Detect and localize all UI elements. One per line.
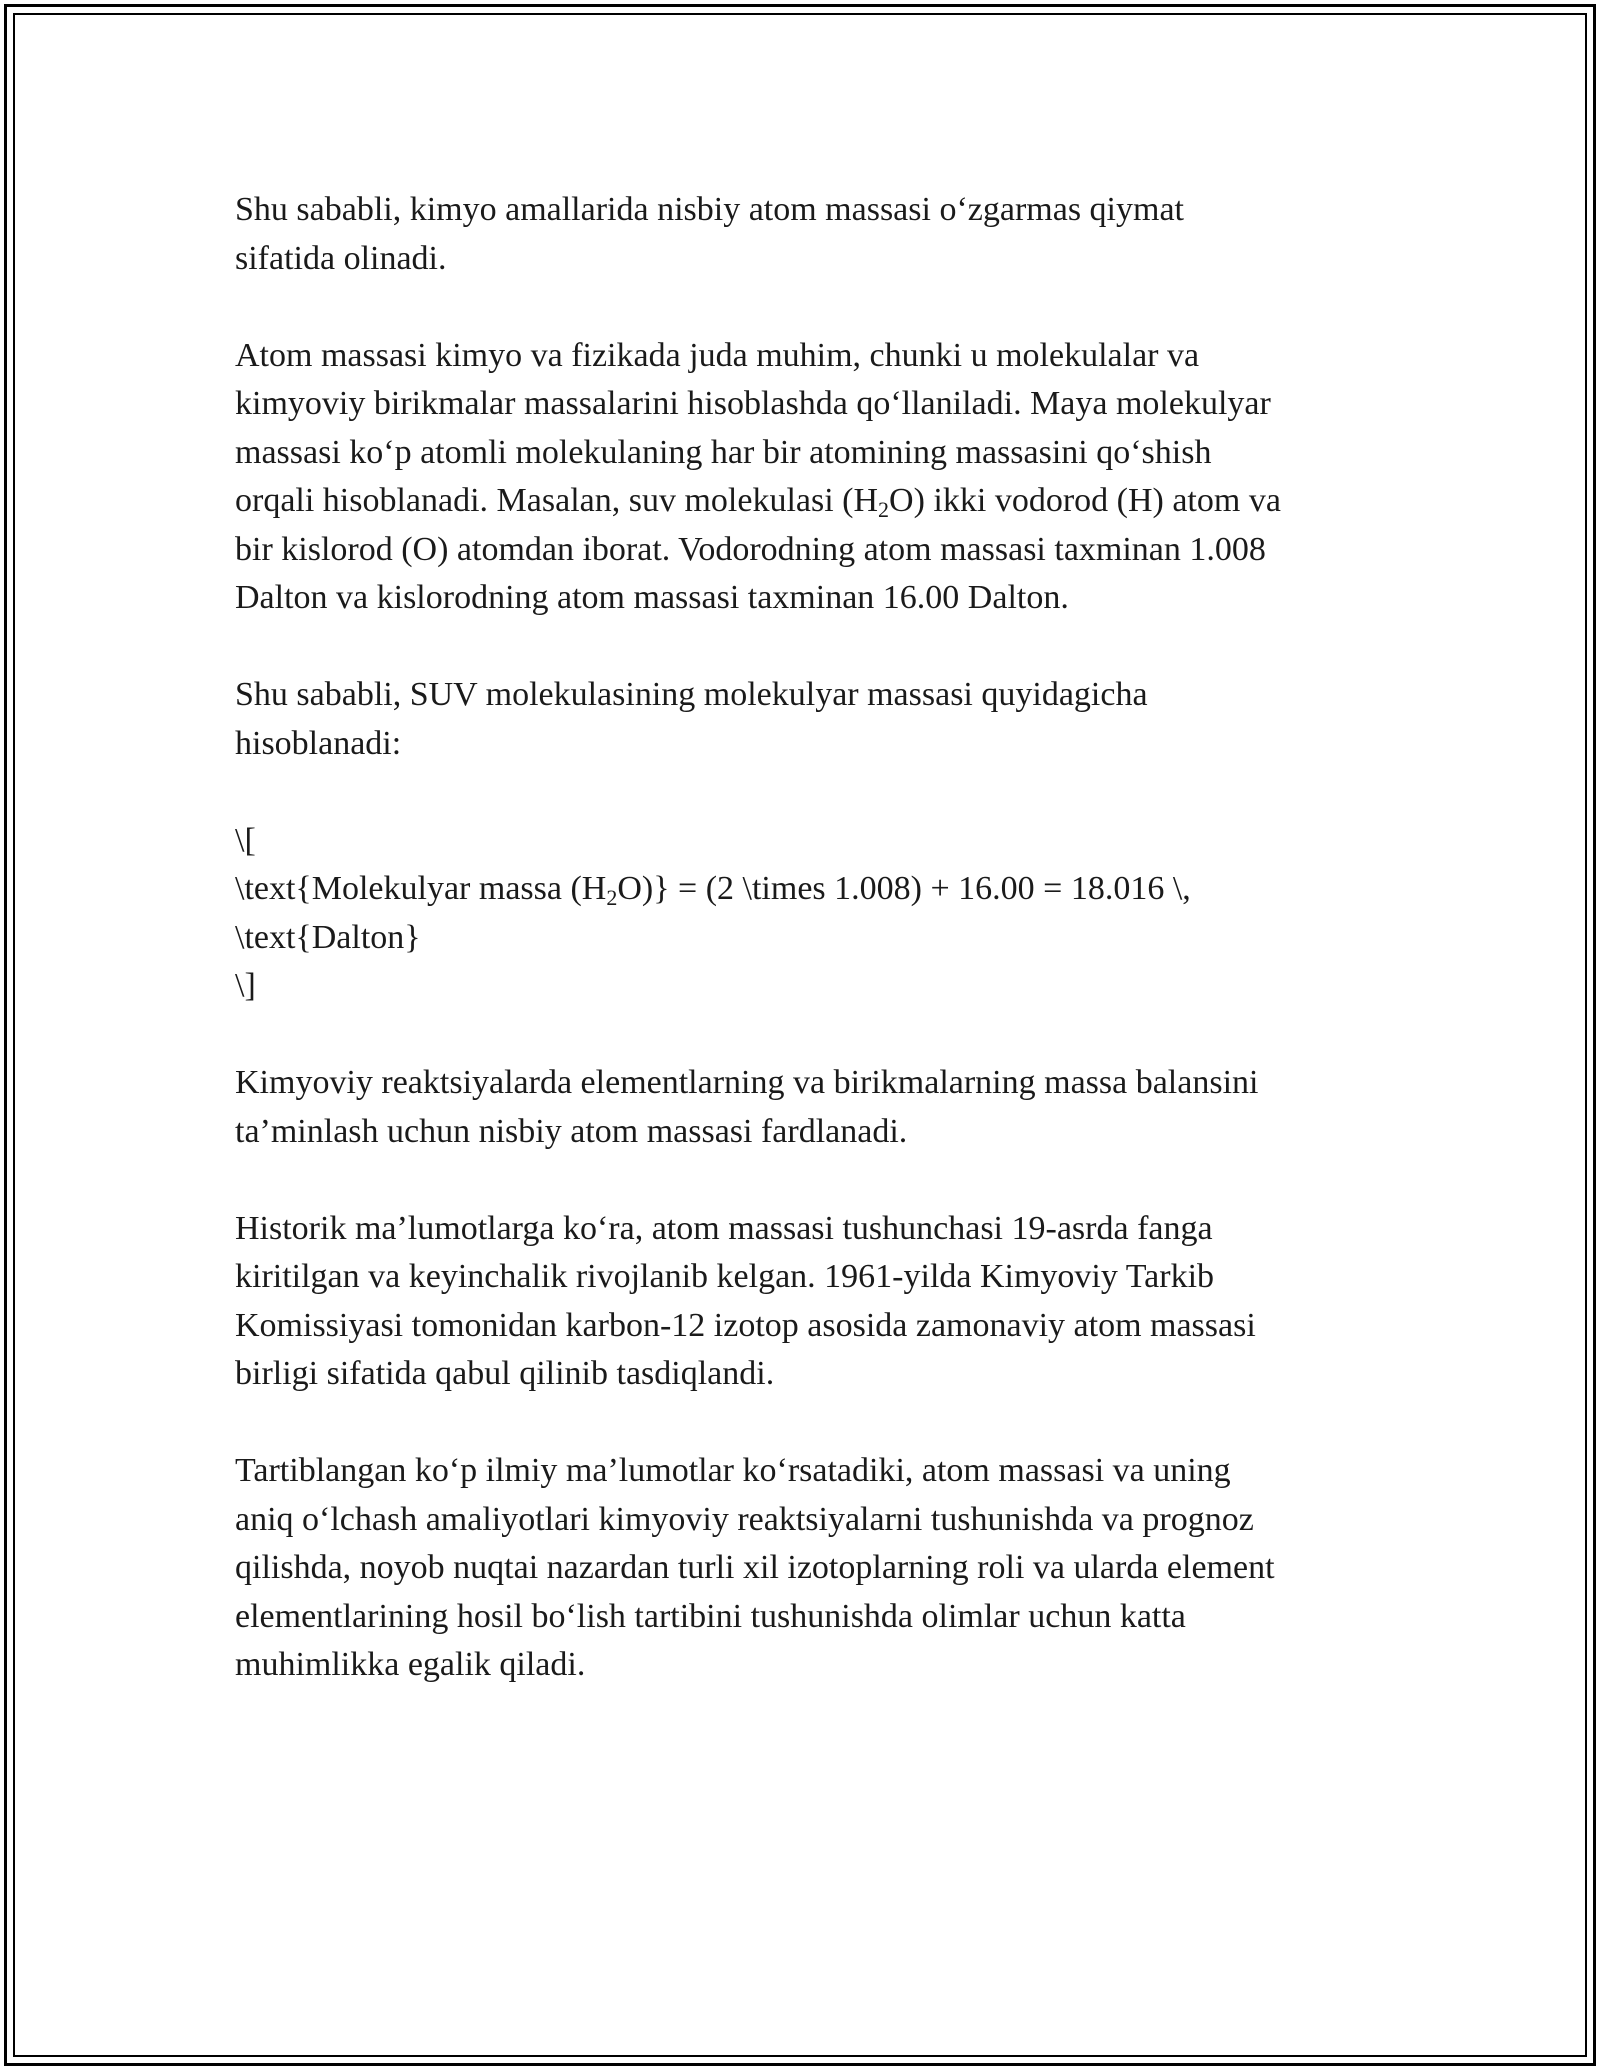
paragraph-2-part-2: O) ikki vodorod (H) atom va bir kislorod (O) atomdan iborat. Vodorodning atom massasi taxminan 1.008 Dalton va kislorodning atom massasi taxminan 16.00 Dalton. <box>235 482 1281 616</box>
paragraph-3: Shu sababli, SUV molekulasining molekulyar massasi quyidagicha hisoblanadi: <box>235 676 1148 762</box>
paragraph-4: Kimyoviy reaktsiyalarda elementlarning va birikmalarning massa balansini ta’minlash uchun nisbiy atom massasi fardlanadi. <box>235 1064 1259 1150</box>
paragraph-6: Tartiblangan ko‘p ilmiy ma’lumotlar ko‘rsatadiki, atom massasi va uning aniq o‘lchash amaliyotlari kimyoviy reaktsiyalarni tushunishda va prognoz qilishda, noyob nuqtai nazardan turli xil izotoplarning roli va ularda element elementlarining hosil bo‘lish tartibini tushunishda olimlar uchun katta muhimlikka egalik qiladi. <box>235 1452 1275 1683</box>
formula-block <box>235 817 1385 1011</box>
document-body <box>235 186 1385 1738</box>
paragraph-5: Historik ma’lumotlarga ko‘ra, atom massasi tushunchasi 19-asrda fanga kiritilgan va keyinchalik rivojlanib kelgan. 1961-yilda Kimyoviy Tarkib Komissiyasi tomonidan karbon-12 izotop asosida zamonaviy atom massasi birligi sifatida qabul qilinib tasdiqlandi. <box>235 1209 1256 1392</box>
formula-close-delimiter: \] <box>235 967 256 1004</box>
formula-line-1-part-2: O)} = (2 \times 1.008) + 16.00 = 18.016 \, <box>617 870 1191 907</box>
subscript-2: 2 <box>878 497 890 522</box>
formula-subscript-2: 2 <box>606 885 618 910</box>
paragraph-2 <box>235 332 1385 623</box>
formula-open-delimiter: \[ <box>235 821 256 859</box>
paragraph-1: Shu sababli, kimyo amallarida nisbiy atom massasi o‘zgarmas qiymat sifatida olinadi. <box>235 191 1184 277</box>
formula-line-1 <box>235 865 1385 914</box>
formula-line-2: \text{Dalton} <box>235 918 421 956</box>
formula-line-1-part-1: \text{Molekulyar massa (H <box>235 870 607 907</box>
paragraph-2-part-1: Atom massasi kimyo va fizikada juda muhim, chunki u molekulalar va kimyoviy birikmalar massalarini hisoblashda qo‘llaniladi. Maya molekulyar massasi ko‘p atomli molekulaning har bir atomining massasini qo‘shish orqali hisoblanadi. Masalan, suv molekulasi (H <box>235 336 1271 519</box>
